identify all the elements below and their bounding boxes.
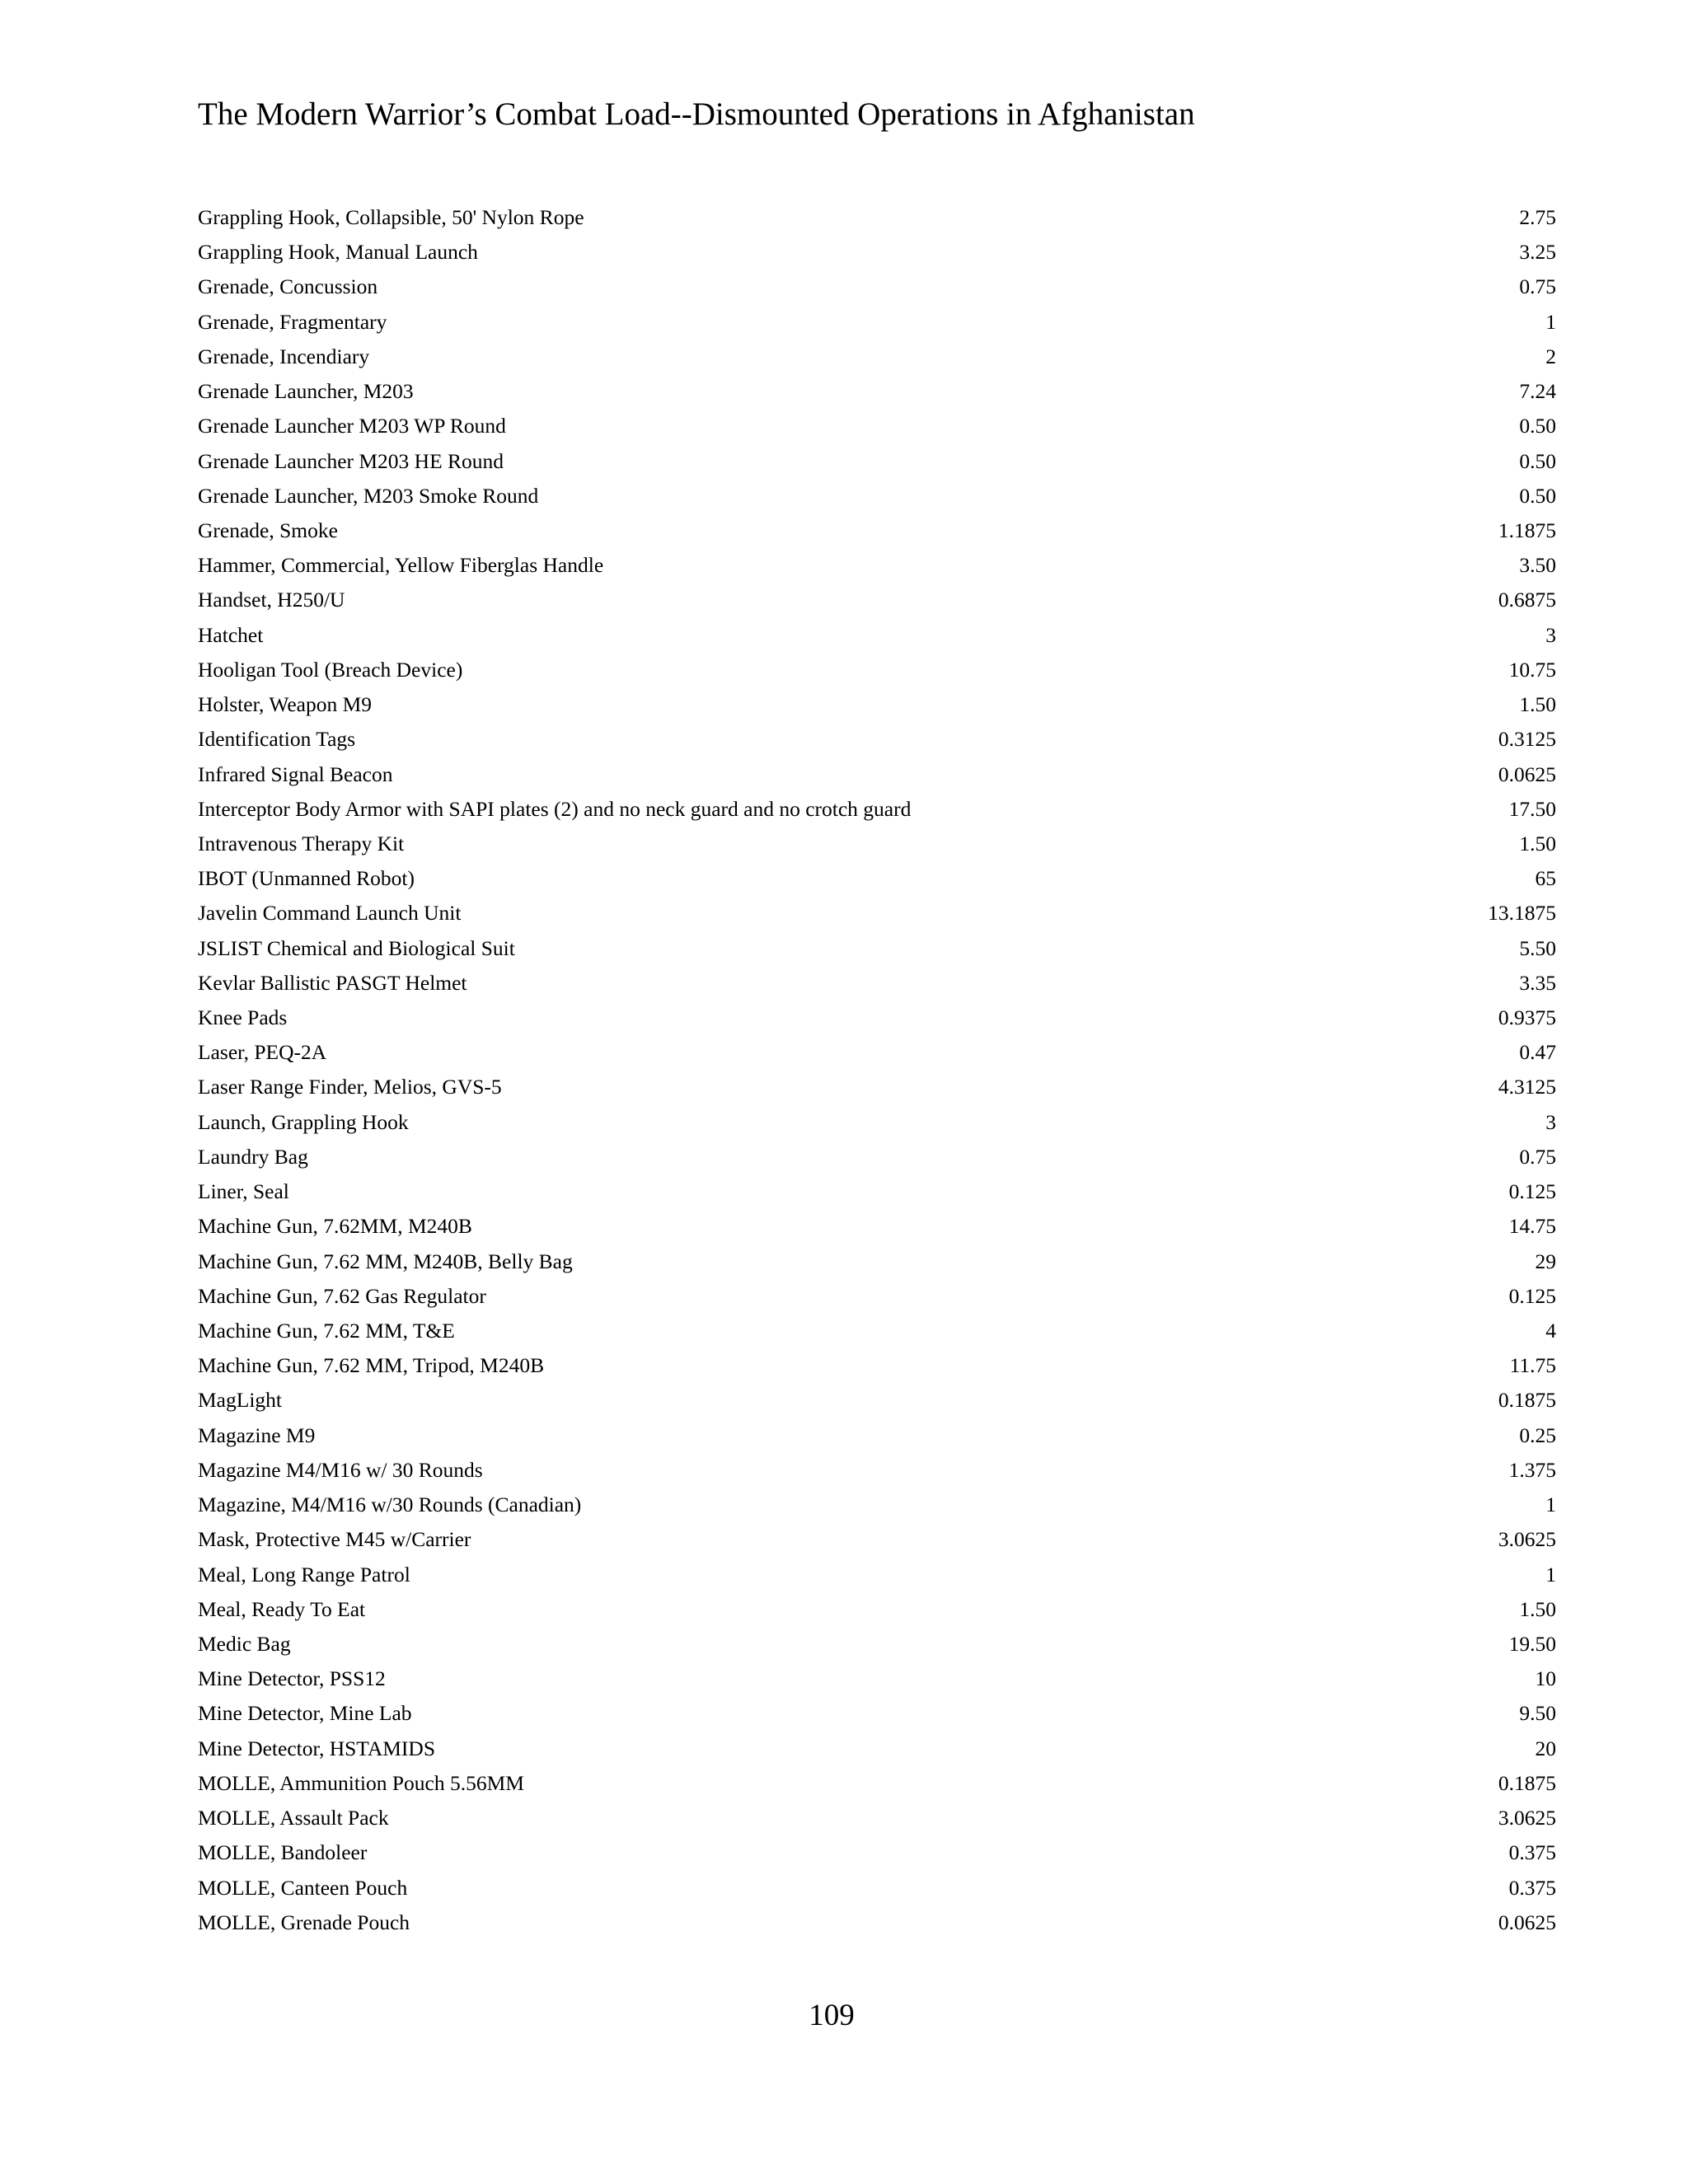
list-item: [198, 1456, 1556, 1491]
list-item: [198, 1108, 1556, 1143]
item-name: Grenade Launcher, M203: [198, 379, 414, 404]
item-name: MOLLE, Ammunition Pouch 5.56MM: [198, 1770, 524, 1795]
list-item: [198, 1073, 1556, 1108]
item-name: IBOT (Unmanned Robot): [198, 866, 415, 891]
item-weight: 9.50: [1519, 1701, 1556, 1726]
item-weight: 2: [1545, 344, 1556, 368]
item-name: Mine Detector, Mine Lab: [198, 1701, 412, 1726]
item-name: Grenade, Smoke: [198, 518, 338, 542]
item-name: Grenade Launcher, M203 Smoke Round: [198, 483, 539, 508]
item-weight: 0.75: [1519, 274, 1556, 299]
item-weight: 10.75: [1508, 657, 1556, 682]
list-item: [198, 1874, 1556, 1909]
item-weight: 7.24: [1519, 379, 1556, 404]
list-item: [198, 1212, 1556, 1247]
item-weight: 3.35: [1519, 970, 1556, 995]
item-name: Holster, Weapon M9: [198, 692, 373, 717]
item-name: Grappling Hook, Collapsible, 50' Nylon Rope: [198, 205, 584, 229]
item-name: Laser Range Finder, Melios, GVS-5: [198, 1075, 502, 1099]
item-weight: 3: [1545, 1109, 1556, 1134]
list-item: [198, 1004, 1556, 1038]
list-item: [198, 343, 1556, 377]
item-name: MOLLE, Canteen Pouch: [198, 1875, 408, 1900]
item-name: MOLLE, Assault Pack: [198, 1806, 389, 1830]
item-weight: 3.25: [1519, 240, 1556, 265]
item-name: Identification Tags: [198, 727, 356, 752]
item-weight: 0.125: [1508, 1179, 1556, 1204]
item-weight: 0.0625: [1498, 1910, 1556, 1934]
item-weight: 20: [1535, 1736, 1556, 1760]
item-name: Mask, Protective M45 w/Carrier: [198, 1527, 471, 1552]
item-weight: 0.6875: [1498, 588, 1556, 612]
item-name: Intravenous Therapy Kit: [198, 831, 405, 855]
list-item: [198, 1282, 1556, 1317]
list-item: [198, 1422, 1556, 1456]
item-name: Machine Gun, 7.62 MM, Tripod, M240B: [198, 1353, 545, 1378]
item-name: Hatchet: [198, 622, 264, 647]
list-item: [198, 899, 1556, 934]
item-name: Medic Bag: [198, 1631, 291, 1656]
list-item: [198, 865, 1556, 899]
item-weight: 0.1875: [1498, 1770, 1556, 1795]
item-name: Hooligan Tool (Breach Device): [198, 657, 463, 682]
list-item: [198, 725, 1556, 760]
item-name: Machine Gun, 7.62MM, M240B: [198, 1214, 472, 1239]
list-item: [198, 1526, 1556, 1560]
item-weight: 1.50: [1519, 1596, 1556, 1621]
list-item: [198, 1735, 1556, 1769]
item-name: MagLight: [198, 1388, 282, 1413]
item-name: JSLIST Chemical and Biological Suit: [198, 935, 515, 960]
list-item: [198, 448, 1556, 482]
item-weight: 17.50: [1508, 796, 1556, 821]
list-item: [198, 621, 1556, 656]
item-weight: 5.50: [1519, 935, 1556, 960]
item-weight: 1.50: [1519, 692, 1556, 717]
item-weight: 1.375: [1508, 1457, 1556, 1482]
item-weight: 3.0625: [1498, 1806, 1556, 1830]
list-item: [198, 1561, 1556, 1596]
item-name: Machine Gun, 7.62 MM, T&E: [198, 1319, 455, 1343]
item-weight: 11.75: [1509, 1353, 1556, 1378]
item-weight: 0.1875: [1498, 1388, 1556, 1413]
item-name: Grenade Launcher M203 HE Round: [198, 448, 504, 473]
item-weight: 10: [1535, 1666, 1556, 1691]
item-name: Mine Detector, PSS12: [198, 1666, 386, 1691]
item-name: Knee Pads: [198, 1005, 288, 1030]
item-weight: 1: [1545, 1493, 1556, 1517]
list-item: [198, 1699, 1556, 1734]
list-item: [198, 551, 1556, 586]
item-name: Laser, PEQ-2A: [198, 1040, 327, 1065]
list-item: [198, 656, 1556, 691]
item-name: Magazine, M4/M16 w/30 Rounds (Canadian): [198, 1493, 582, 1517]
item-weight: 4.3125: [1498, 1075, 1556, 1099]
item-name: Grenade, Fragmentary: [198, 309, 387, 334]
item-weight: 1: [1545, 309, 1556, 334]
item-weight: 29: [1535, 1249, 1556, 1273]
list-item: [198, 1248, 1556, 1282]
item-name: Interceptor Body Armor with SAPI plates (2) and no neck guard and no crotch guard: [198, 796, 912, 821]
item-name: Meal, Ready To Eat: [198, 1596, 366, 1621]
item-weight: 1: [1545, 1562, 1556, 1586]
list-item: [198, 273, 1556, 307]
item-weight: 0.50: [1519, 448, 1556, 473]
item-name: Hammer, Commercial, Yellow Fiberglas Handle: [198, 553, 604, 578]
list-item: [198, 1038, 1556, 1073]
item-name: Grenade, Concussion: [198, 274, 378, 299]
item-name: Machine Gun, 7.62 Gas Regulator: [198, 1283, 486, 1308]
item-weight: 1.1875: [1498, 518, 1556, 542]
item-weight: 65: [1535, 866, 1556, 891]
list-item: [198, 795, 1556, 830]
item-name: MOLLE, Bandoleer: [198, 1840, 368, 1865]
item-weight: 1.50: [1519, 831, 1556, 855]
item-name: Grenade Launcher M203 WP Round: [198, 414, 506, 438]
list-item: [198, 1352, 1556, 1386]
item-weight: 0.125: [1508, 1283, 1556, 1308]
list-item: [198, 1909, 1556, 1943]
list-item: [198, 586, 1556, 621]
list-item: [198, 1769, 1556, 1804]
item-weight: 4: [1545, 1319, 1556, 1343]
item-name: Magazine M4/M16 w/ 30 Rounds: [198, 1457, 483, 1482]
list-item: [198, 238, 1556, 273]
item-weight: 0.47: [1519, 1040, 1556, 1065]
list-item: [198, 761, 1556, 795]
item-weight: 14.75: [1508, 1214, 1556, 1239]
item-weight: 0.50: [1519, 483, 1556, 508]
list-item: [198, 830, 1556, 865]
item-name: Grappling Hook, Manual Launch: [198, 240, 478, 265]
list-item: [198, 204, 1556, 238]
item-name: Machine Gun, 7.62 MM, M240B, Belly Bag: [198, 1249, 573, 1273]
item-name: Infrared Signal Beacon: [198, 762, 393, 786]
list-item: [198, 377, 1556, 412]
list-item: [198, 1665, 1556, 1699]
item-weight: 0.0625: [1498, 762, 1556, 786]
list-item: [198, 482, 1556, 517]
list-item: [198, 1839, 1556, 1873]
item-name: Javelin Command Launch Unit: [198, 901, 462, 926]
list-item: [198, 517, 1556, 551]
list-item: [198, 1317, 1556, 1352]
list-item: [198, 308, 1556, 343]
item-name: Grenade, Incendiary: [198, 344, 370, 368]
item-weight: 0.75: [1519, 1144, 1556, 1169]
item-weight: 3: [1545, 622, 1556, 647]
item-name: Laundry Bag: [198, 1144, 308, 1169]
list-item: [198, 935, 1556, 969]
list-item: [198, 1178, 1556, 1212]
item-weight: 0.25: [1519, 1422, 1556, 1447]
item-weight-list: [198, 204, 1556, 1943]
item-name: Kevlar Ballistic PASGT Helmet: [198, 970, 467, 995]
item-weight: 3.0625: [1498, 1527, 1556, 1552]
list-item: [198, 1143, 1556, 1178]
list-item: [198, 691, 1556, 725]
item-name: Mine Detector, HSTAMIDS: [198, 1736, 436, 1760]
list-item: [198, 1630, 1556, 1665]
list-item: [198, 1596, 1556, 1630]
item-name: Magazine M9: [198, 1422, 316, 1447]
list-item: [198, 412, 1556, 447]
item-weight: 0.3125: [1498, 727, 1556, 752]
item-weight: 19.50: [1508, 1631, 1556, 1656]
list-item: [198, 1386, 1556, 1421]
item-name: MOLLE, Grenade Pouch: [198, 1910, 410, 1934]
list-item: [198, 1804, 1556, 1839]
item-weight: 2.75: [1519, 205, 1556, 229]
item-name: Launch, Grappling Hook: [198, 1109, 409, 1134]
item-weight: 0.50: [1519, 414, 1556, 438]
list-item: [198, 1491, 1556, 1526]
item-name: Handset, H250/U: [198, 588, 345, 612]
item-weight: 0.375: [1508, 1840, 1556, 1865]
list-item: [198, 969, 1556, 1004]
item-weight: 0.9375: [1498, 1005, 1556, 1030]
page-title: The Modern Warrior’s Combat Load--Dismounted Operations in Afghanistan: [198, 96, 1195, 132]
item-weight: 0.375: [1508, 1875, 1556, 1900]
item-weight: 3.50: [1519, 553, 1556, 578]
item-name: Liner, Seal: [198, 1179, 289, 1204]
page-number: 109: [809, 1999, 855, 2032]
item-name: Meal, Long Range Patrol: [198, 1562, 410, 1586]
item-weight: 13.1875: [1488, 901, 1556, 926]
